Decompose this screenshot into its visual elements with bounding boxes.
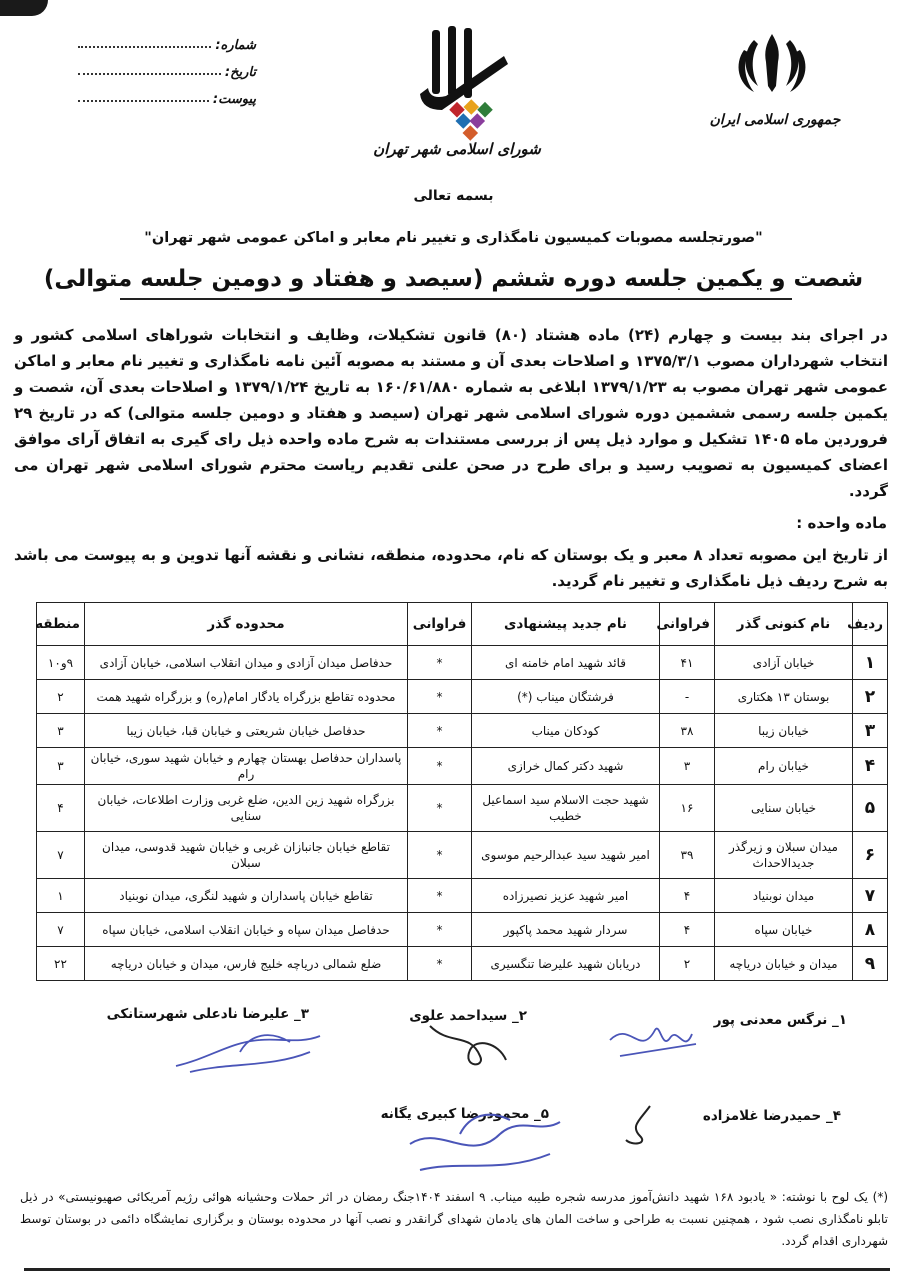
- header-row-number: ردیف: [853, 603, 888, 646]
- header-new-name: نام جدید پیشنهادی: [472, 603, 660, 646]
- cell-current-name: خیابان آزادی: [715, 646, 853, 680]
- cell-row-number: ۶: [853, 832, 888, 879]
- meta-attachment-line: [78, 100, 209, 102]
- header-frequency-2: فراوانی: [408, 603, 472, 646]
- cell-row-number: ۲: [853, 680, 888, 714]
- bottom-border: [24, 1268, 890, 1271]
- table-row: [37, 646, 888, 680]
- intro-paragraph: در اجرای بند بیست و چهارم (۲۴) ماده هشتاد (۸۰) قانون تشکیلات، وظایف و انتخابات شوراهای اسلامی کشور و انتخاب شهرداران مصوب ۱۳۷۵/۳/۱ و اصلاحات بعدی آن و مستند به مصوبه آئین نامه نامگذاری و تغییر نام معابر و اماکن عمومی شهر تهران مصوب به ۱۳۷۹/۱/۲۳ ابلاغی به شماره ۱۶۰/۶۱/۸۸۰ به تاریخ ۱۳۷۹/۱/۲۴ و اصلاحات بعدی آن، شصت و یکمین جلسه رسمی ششمین دوره شورای اسلامی شهر تهران (سیصد و هفتاد و دومین جلسه متوالی) که در تاریخ ۲۹ فروردین ماه ۱۴۰۵ تشکیل و موارد ذیل پس از بررسی مستندات به شرح ماده واحده ذیل رای گیری به اتفاق آرای موافق اعضای کمیسیون به تصویب رسید و برای طرح در صحن علنی تقدیم ریاست محترم شورای اسلامی شهر تهران می گردد.: [14, 326, 889, 500]
- title-underline: [120, 298, 792, 300]
- cell-range: حدفاصل میدان آزادی و میدان انقلاب اسلامی، خیابان آزادی: [85, 646, 408, 680]
- meta-date-line: [78, 73, 221, 75]
- cell-frequency-2: *: [408, 947, 472, 981]
- table-row: [37, 832, 888, 879]
- cell-new-name: قائد شهید امام خامنه ای: [472, 646, 660, 680]
- cell-frequency-2: *: [408, 832, 472, 879]
- madeh-paragraph: از تاریخ این مصوبه تعداد ۸ معبر و یک بوستان که نام، محدوده، منطقه، نشانی و نقشه آنها تدوین و به پیوست می باشد به شرح ردیف ذیل نامگذاری و تغییر نام گردید.: [14, 546, 888, 590]
- signatory-4-name: ۴_ حمیدرضا غلامزاده: [702, 1108, 841, 1124]
- signatory-2-name: ۲_ سیداحمد علوی: [409, 1008, 527, 1024]
- cell-range: ضلع شمالی دریاچه خلیج فارس، میدان و خیابان دریاچه: [85, 947, 408, 981]
- cell-new-name: سردار شهید محمد پاکپور: [472, 913, 660, 947]
- cell-frequency-2: *: [408, 714, 472, 748]
- meta-attachment-row: [78, 80, 256, 107]
- cell-current-name: میدان نوبنیاد: [715, 879, 853, 913]
- signatory-1-name: ۱_ نرگس معدنی پور: [713, 1012, 847, 1028]
- table-row: [37, 879, 888, 913]
- cell-row-number: ۴: [853, 748, 888, 785]
- cell-frequency-2: *: [408, 913, 472, 947]
- meta-number-row: [78, 26, 256, 53]
- signature-3-image: [170, 1022, 330, 1082]
- cell-range: تقاطع خیابان جانبازان غربی و خیابان شهید قدوسی، میدان سبلان: [85, 832, 408, 879]
- cell-new-name: امیر شهید عزیز نصیرزاده: [472, 879, 660, 913]
- meta-attachment-label: پیوست:: [212, 92, 256, 107]
- session-title: شصت و یکمین جلسه دوره ششم (سیصد و هفتاد و دومین جلسه متوالی): [43, 266, 864, 292]
- cell-frequency-2: *: [408, 680, 472, 714]
- cell-range: محدوده تقاطع بزرگراه یادگار امام(ره) و بزرگراه شهید همت: [85, 680, 408, 714]
- table-row: [37, 785, 888, 832]
- cell-district: ۲: [37, 680, 85, 714]
- meta-number-line: [78, 46, 211, 48]
- cell-new-name: فرشتگان میناب (*): [472, 680, 660, 714]
- tehran-council-logo-icon: [412, 24, 524, 144]
- minutes-subtitle: "صورتجلسه مصوبات کمیسیون نامگذاری و تغییر نام معابر و اماکن عمومی شهر تهران": [144, 230, 763, 246]
- cell-range: بزرگراه شهید زین الدین، ضلع غربی وزارت اطلاعات، خیابان سنایی: [85, 785, 408, 832]
- cell-district: ۹و۱۰: [37, 646, 85, 680]
- cell-row-number: ۵: [853, 785, 888, 832]
- table-row: [37, 714, 888, 748]
- cell-frequency-1: ۱۶: [660, 785, 715, 832]
- table-row: [37, 748, 888, 785]
- cell-range: حدفاصل خیابان شریعتی و خیابان قبا، خیابان زیبا: [85, 714, 408, 748]
- bismillah-heading: بسمه تعالی: [413, 188, 494, 204]
- cell-range: حدفاصل میدان سپاه و خیابان انقلاب اسلامی، خیابان سپاه: [85, 913, 408, 947]
- cell-frequency-1: -: [660, 680, 715, 714]
- table-row: [37, 680, 888, 714]
- cell-frequency-1: ۳۸: [660, 714, 715, 748]
- header-range: محدوده گذر: [85, 603, 408, 646]
- cell-district: ۱: [37, 879, 85, 913]
- cell-current-name: خیابان رام: [715, 748, 853, 785]
- meta-number-label: شماره:: [215, 38, 256, 53]
- cell-current-name: خیابان سپاه: [715, 913, 853, 947]
- cell-frequency-1: ۴: [660, 879, 715, 913]
- iran-name-text: جمهوری اسلامی ایران: [709, 112, 841, 128]
- cell-range: تقاطع خیابان پاسداران و شهید لنگری، میدان نوبنیاد: [85, 879, 408, 913]
- letter-meta: [78, 26, 256, 107]
- signature-1-image: [600, 1010, 710, 1070]
- cell-new-name: شهید دکتر کمال خرازی: [472, 748, 660, 785]
- signatory-5-name: ۵_ محمودرضا کبیری یگانه: [380, 1106, 549, 1122]
- cell-new-name: کودکان میناب: [472, 714, 660, 748]
- cell-frequency-1: ۲: [660, 947, 715, 981]
- cell-district: ۳: [37, 714, 85, 748]
- cell-frequency-1: ۳: [660, 748, 715, 785]
- footnote-text: (*) یک لوح با نوشته: « یادبود ۱۶۸ شهید دانش‌آموز مدرسه شجره طیبه میناب. ۹ اسفند ۱۴۰۴جنگ رمضان در اثر حملات وحشیانه هوائی رژیم آمریکائی صهیونیستی» در ذیل تابلو نامگذاری نصب شود ، همچنین نسبت به طراحی و ساخت المان های یادمان شهدای گرانقدر و نصب آنها در محدوده بوستان و برگزاری نمایشگاه دائمی در بوستان توسط شهرداری اقدام گردد.: [20, 1190, 888, 1248]
- cell-row-number: ۹: [853, 947, 888, 981]
- cell-district: ۲۲: [37, 947, 85, 981]
- table-row: [37, 947, 888, 981]
- cell-new-name: دریابان شهید علیرضا تنگسیری: [472, 947, 660, 981]
- cell-row-number: ۸: [853, 913, 888, 947]
- cell-current-name: میدان و خیابان دریاچه: [715, 947, 853, 981]
- cell-range: پاسداران حدفاصل بهستان چهارم و خیابان شهید سوری، خیابان رام: [85, 748, 408, 785]
- meta-date-label: تاریخ:: [224, 65, 256, 80]
- signature-2-image: [410, 1016, 520, 1076]
- cell-current-name: خیابان سنایی: [715, 785, 853, 832]
- cell-frequency-1: ۳۹: [660, 832, 715, 879]
- cell-frequency-2: *: [408, 785, 472, 832]
- cell-frequency-2: *: [408, 646, 472, 680]
- iran-emblem-icon: [730, 30, 814, 100]
- cell-frequency-1: ۴: [660, 913, 715, 947]
- cell-frequency-2: *: [408, 748, 472, 785]
- cell-district: ۷: [37, 913, 85, 947]
- cell-current-name: میدان سبلان و زیرگذر جدیدالاحداث: [715, 832, 853, 879]
- header-district: منطقه: [37, 603, 85, 646]
- cell-new-name: امیر شهید سید عبدالرحیم موسوی: [472, 832, 660, 879]
- cell-row-number: ۱: [853, 646, 888, 680]
- cell-row-number: ۷: [853, 879, 888, 913]
- cell-frequency-1: ۴۱: [660, 646, 715, 680]
- cell-current-name: خیابان زیبا: [715, 714, 853, 748]
- cell-current-name: بوستان ۱۳ هکتاری: [715, 680, 853, 714]
- page-corner-mark: [0, 0, 48, 16]
- council-name-text: شورای اسلامی شهر تهران: [373, 140, 541, 158]
- signature-4-image: [610, 1100, 670, 1150]
- cell-district: ۴: [37, 785, 85, 832]
- cell-district: ۷: [37, 832, 85, 879]
- meta-date-row: [78, 53, 256, 80]
- cell-district: ۳: [37, 748, 85, 785]
- signatory-3-name: ۳_ علیرضا نادعلی شهرستانکی: [106, 1006, 309, 1022]
- cell-row-number: ۳: [853, 714, 888, 748]
- header-frequency-1: فراوانی: [660, 603, 715, 646]
- madeh-label: ماده واحده :: [796, 514, 887, 532]
- table-header-row: [37, 603, 888, 646]
- table-row: [37, 913, 888, 947]
- naming-table: [36, 602, 888, 981]
- cell-frequency-2: *: [408, 879, 472, 913]
- header-current-name: نام کنونی گذر: [715, 603, 853, 646]
- cell-new-name: شهید حجت الاسلام سید اسماعیل خطیب: [472, 785, 660, 832]
